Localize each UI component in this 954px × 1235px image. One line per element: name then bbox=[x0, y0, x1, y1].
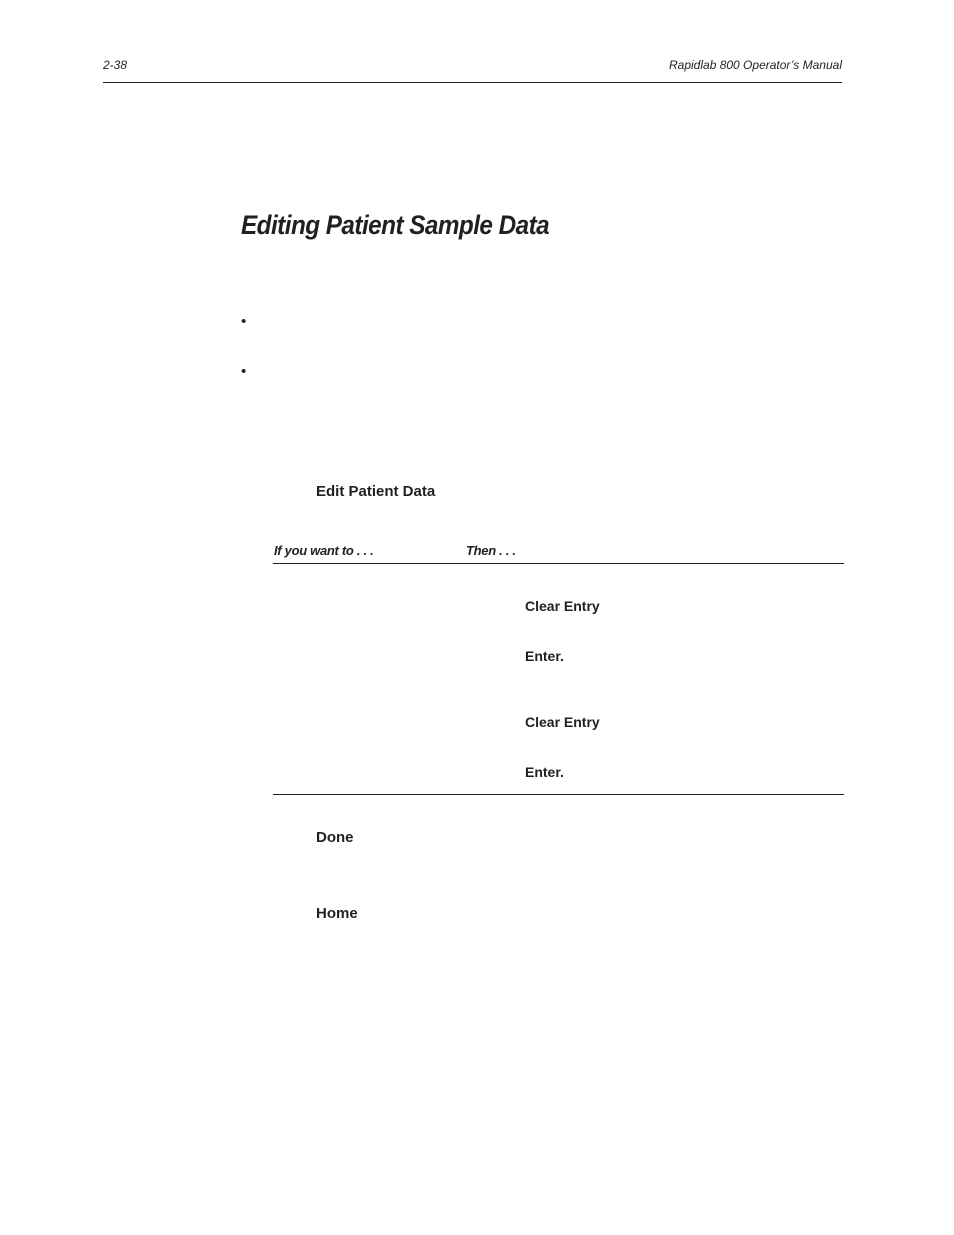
page-number: 2-38 bbox=[103, 58, 128, 72]
header-divider bbox=[103, 82, 842, 83]
bullet-marker: • bbox=[241, 363, 247, 380]
table-cell-enter: Enter. bbox=[525, 764, 564, 780]
done-key: Done bbox=[316, 829, 354, 846]
table-header-if: If you want to . . . bbox=[274, 543, 374, 558]
table-header-then: Then . . . bbox=[466, 543, 516, 558]
home-key: Home bbox=[316, 905, 358, 922]
manual-title: Rapidlab 800 Operator’s Manual bbox=[669, 58, 842, 72]
table-bottom-rule bbox=[273, 794, 844, 795]
table-top-rule bbox=[273, 563, 844, 564]
bullet-marker: • bbox=[241, 313, 247, 330]
table-cell-clear-entry: Clear Entry bbox=[525, 598, 600, 614]
edit-patient-data-key: Edit Patient Data bbox=[316, 483, 436, 500]
table-cell-enter: Enter. bbox=[525, 648, 564, 664]
table-cell-clear-entry: Clear Entry bbox=[525, 714, 600, 730]
section-title: Editing Patient Sample Data bbox=[241, 210, 550, 240]
